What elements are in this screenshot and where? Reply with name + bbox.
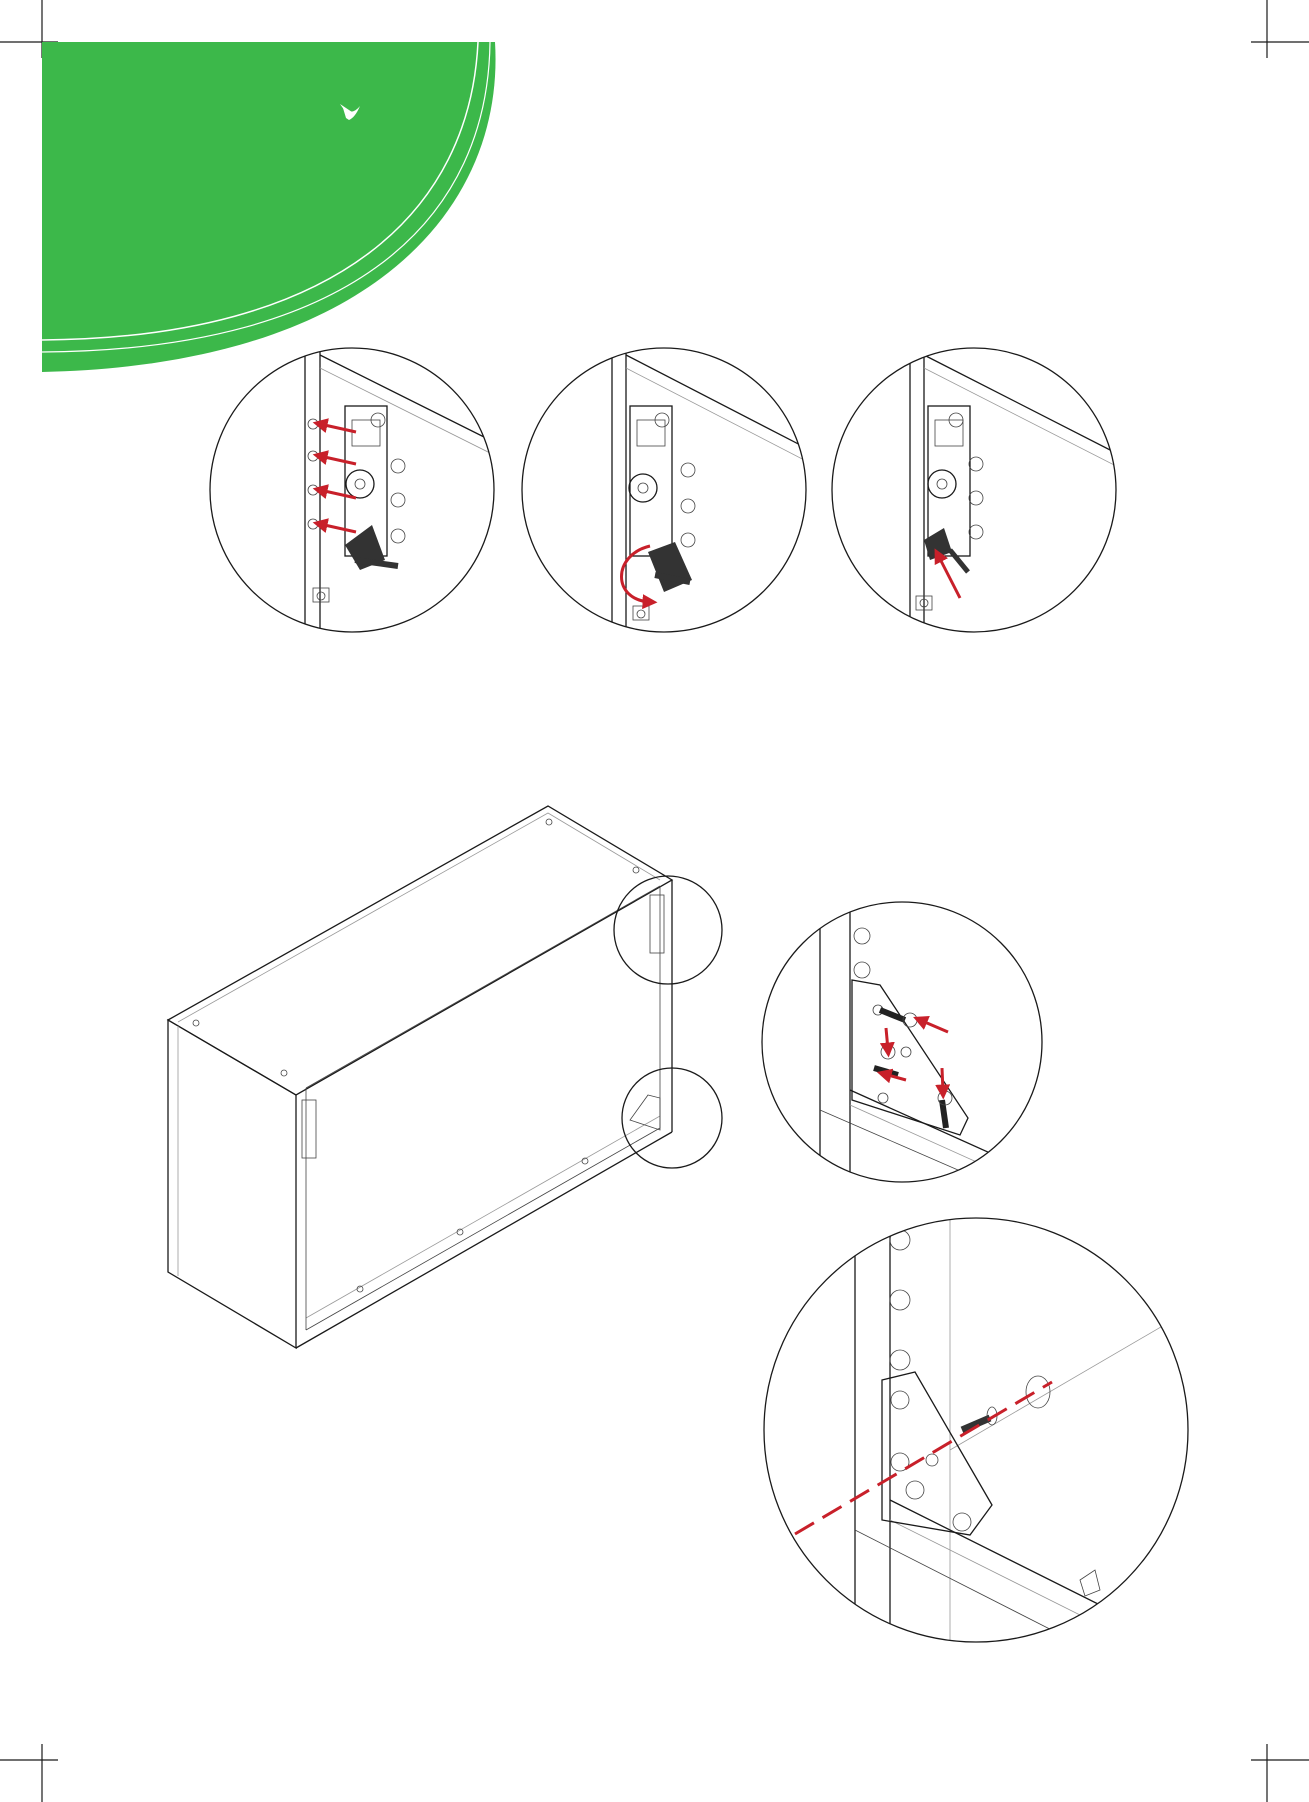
arrow-icon bbox=[320, 424, 356, 432]
cabinet-drawing bbox=[168, 806, 722, 1348]
detail-circle-2 bbox=[522, 340, 810, 640]
detail-circle-3 bbox=[832, 340, 1120, 640]
detail-circle-4 bbox=[762, 900, 1050, 1210]
detail-circle-1 bbox=[210, 340, 500, 640]
arrow-icon bbox=[920, 1020, 948, 1032]
green-header-shape bbox=[42, 42, 496, 372]
corner-bracket-icon bbox=[852, 980, 968, 1135]
arrow-icon bbox=[942, 1068, 943, 1092]
detail-circle-5 bbox=[764, 1210, 1190, 1680]
arrow-icon bbox=[320, 524, 356, 532]
arrow-icon bbox=[886, 1028, 888, 1050]
alignment-line bbox=[795, 1382, 1052, 1534]
magnify-circle-top bbox=[614, 876, 722, 984]
wall-plug-washer bbox=[1026, 1376, 1050, 1408]
arrow-icon bbox=[320, 456, 356, 464]
